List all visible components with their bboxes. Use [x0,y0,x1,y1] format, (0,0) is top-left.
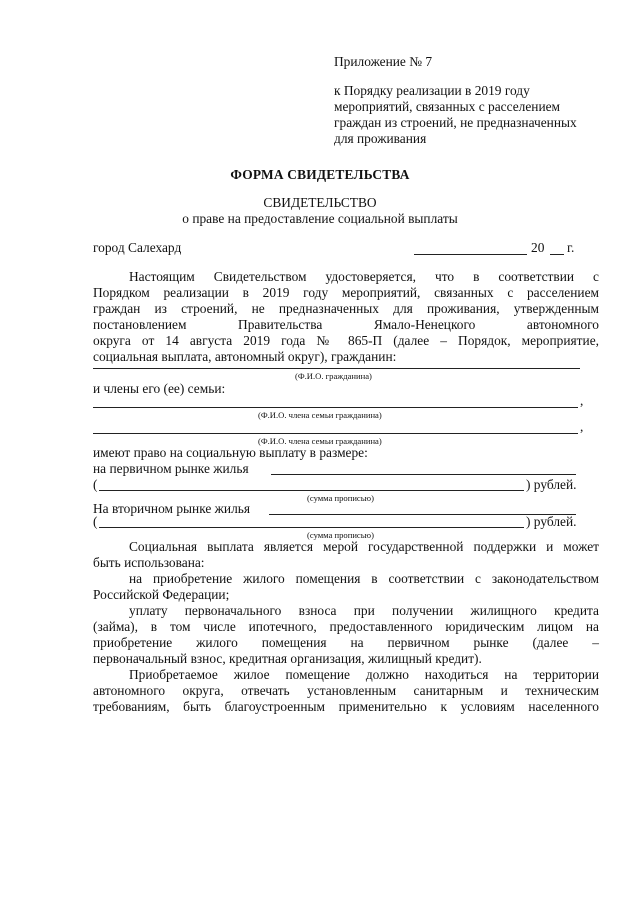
amount-words-caption: (сумма прописью) [307,530,374,540]
form-title: ФОРМА СВИДЕТЕЛЬСТВА [230,167,410,182]
family-line-comma: , [580,419,584,434]
secondary-amount-words-line [99,527,524,528]
mortgage-line: уплату первоначального взноса при получении жилищного кредита [129,603,599,618]
rubles-label: ) рублей. [526,477,577,492]
secondary-market-label: На вторичном рынке жилья [93,501,251,516]
amount-words-caption: (сумма прописью) [307,493,374,503]
appendix-line: для проживания [334,131,427,146]
citizen-name-line [93,368,580,369]
family-member-line [93,433,578,434]
family-member-caption: (Ф.И.О. члена семьи гражданина) [258,410,382,420]
usage-line: быть использована: [93,555,205,570]
mortgage-line: (займа), в том числе ипотечного, предоставленного юридическим лицом на [93,619,599,634]
primary-amount-words-line [99,490,524,491]
appendix-number: Приложение № 7 [334,54,433,69]
location-line: Приобретаемое жилое помещение должно находиться на территории [129,667,599,682]
primary-market-line [271,474,576,475]
citizen-name-caption: (Ф.И.О. гражданина) [295,371,372,381]
mortgage-line: приобретение жилого помещения на первичном рынке (далее – [93,635,599,650]
city: город Салехард [93,240,182,255]
right-statement: имеют право на социальную выплату в размере: [93,445,368,460]
body-line: Настоящим Свидетельством удостоверяется, что в соответствии с [129,269,599,284]
appendix-line: граждан из строений, не предназначенных [334,115,577,130]
body-line: постановлением Правительства Ямало-Ненецкого автономного [93,317,599,332]
body-line: округа от 14 августа 2019 года № 865-П (далее – Порядок, мероприятие, [93,333,599,348]
rubles-label: ) рублей. [526,514,577,529]
appendix-line: к Порядку реализации в 2019 году [334,83,530,98]
year-line [550,254,564,255]
certificate-title: СВИДЕТЕЛЬСТВО [263,195,377,210]
location-line: автономного округа, отвечать установленным санитарным и техническим [93,683,599,698]
purchase-line: на приобретение жилого помещения в соответствии с законодательством [129,571,599,586]
open-paren: ( [93,477,98,492]
date-line [414,254,527,255]
family-member-line [93,407,578,408]
purchase-line: Российской Федерации; [93,587,230,602]
location-line: требованиям, быть благоустроенным применительно к условиям населенного [93,699,599,714]
certificate-subtitle: о праве на предоставление социальной выплаты [182,211,458,226]
primary-market-label: на первичном рынке жилья [93,461,249,476]
body-line: Порядком реализации в 2019 году мероприятий, связанных с расселением [93,285,599,300]
mortgage-line: первоначальный взнос, кредитная организация, жилищный кредит). [93,651,482,666]
usage-line: Социальная выплата является мерой государственной поддержки и может [129,539,599,554]
body-line: граждан из строений, не предназначенных для проживания, утвержденным [93,301,599,316]
year-prefix: 20 [531,240,545,255]
year-suffix: г. [567,240,575,255]
family-line-comma: , [580,393,584,408]
appendix-line: мероприятий, связанных с расселением [334,99,561,114]
family-member-caption: (Ф.И.О. члена семьи гражданина) [258,436,382,446]
body-line: социальная выплата, автономный округ), гражданин: [93,349,397,364]
open-paren: ( [93,514,98,529]
family-label: и члены его (ее) семьи: [93,381,226,396]
